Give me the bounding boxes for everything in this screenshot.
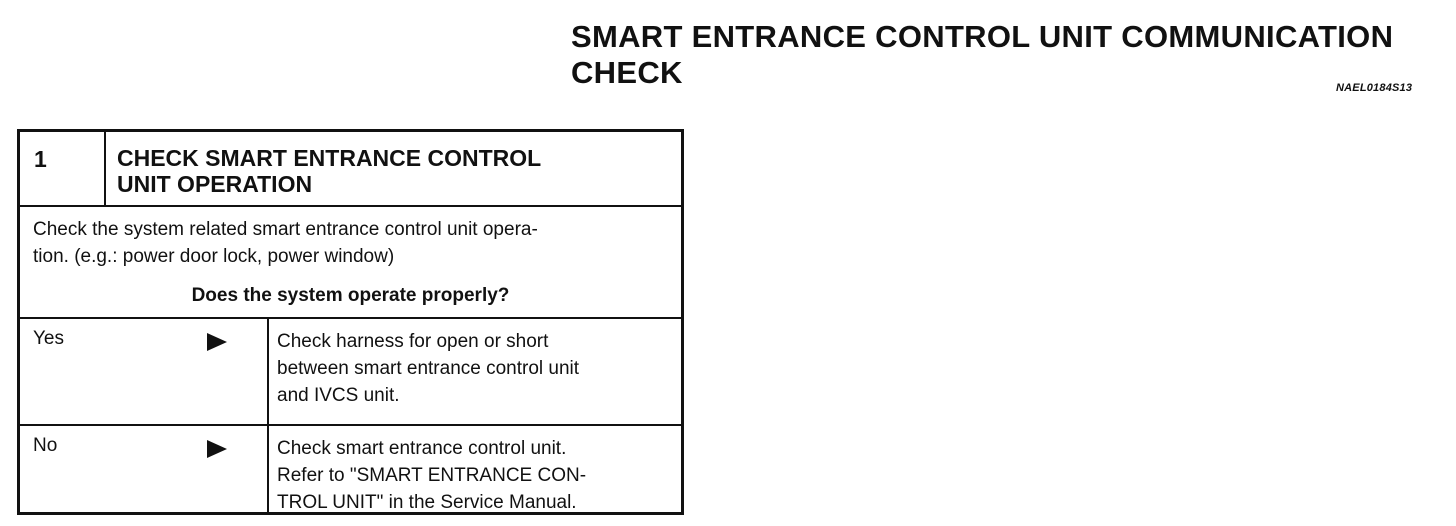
arrow-right-icon [207, 333, 227, 351]
result-action-no-line-3: TROL UNIT" in the Service Manual. [277, 492, 577, 513]
reference-code: NAEL0184S13 [1336, 82, 1413, 94]
result-action-yes-line-2: between smart entrance control unit [277, 358, 580, 379]
result-action-yes [277, 328, 669, 409]
column-divider [267, 426, 269, 512]
step-title [117, 145, 671, 197]
step-instruction-row [20, 207, 681, 319]
column-divider [267, 319, 269, 424]
step-header-row [20, 132, 681, 207]
result-row-no [20, 426, 681, 512]
step-title-line-2: UNIT OPERATION [117, 171, 313, 197]
arrow-right-icon [207, 440, 227, 458]
result-action-yes-line-1: Check harness for open or short [277, 331, 549, 352]
step-title-line-1: CHECK SMART ENTRANCE CONTROL [117, 145, 542, 171]
result-action-no [277, 435, 669, 516]
result-label-no: No [33, 435, 58, 456]
diagnostic-procedure-table [17, 129, 684, 515]
step-number: 1 [20, 132, 106, 205]
step-instruction [33, 216, 669, 270]
result-action-no-line-2: Refer to "SMART ENTRANCE CON- [277, 465, 587, 486]
page-title-line-1: SMART ENTRANCE CONTROL UNIT COMMUNICATION [571, 19, 1394, 54]
step-question: Does the system operate properly? [191, 285, 510, 306]
result-action-no-line-1: Check smart entrance control unit. [277, 438, 567, 459]
step-instruction-line-1: Check the system related smart entrance control unit opera- [33, 219, 538, 240]
result-action-yes-line-3: and IVCS unit. [277, 385, 400, 406]
step-instruction-line-2: tion. (e.g.: power door lock, power window) [33, 246, 395, 267]
page-title [571, 19, 1441, 91]
page-title-line-2: CHECK [571, 55, 683, 90]
result-row-yes [20, 319, 681, 426]
result-label-yes: Yes [33, 328, 64, 349]
